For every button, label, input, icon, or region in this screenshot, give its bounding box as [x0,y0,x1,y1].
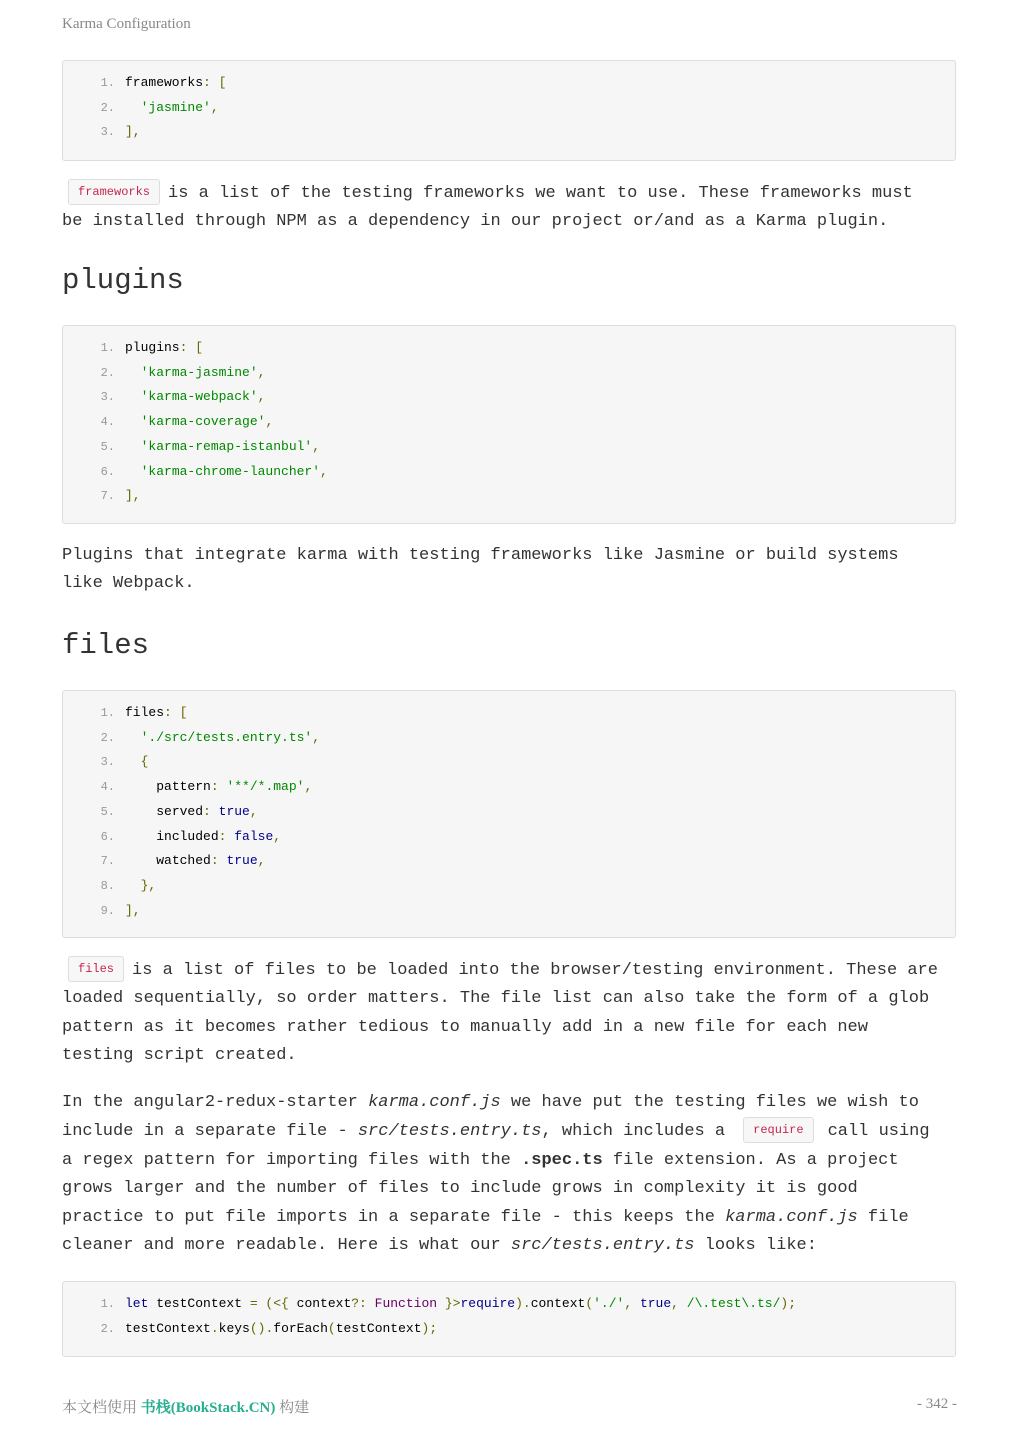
line-number: 6. [100,829,115,844]
code-token: , [312,729,321,745]
entry-text: call using [827,1122,930,1142]
code-token: . [210,1320,219,1336]
code-token: served [156,803,204,819]
code-token [125,779,156,794]
code-line [63,901,141,921]
code-token [125,439,141,454]
line-number: 7. [100,489,115,504]
line-number: 2. [100,1321,115,1336]
entry-text: file extension. As a project [602,1150,899,1170]
line-number: 7. [100,854,115,869]
code-token: '**/*.map' [226,779,305,795]
code-token: ); [421,1320,438,1336]
code-token: : [210,853,227,869]
code-token: pattern [156,779,211,795]
code-token [125,414,141,429]
code-token: ( [585,1296,594,1311]
entry-text: we have put the testing files we wish to [500,1093,919,1112]
code-line [63,486,141,506]
paragraph-frameworks-line1: is a list of the testing frameworks we want to use. These frameworks must [168,184,913,203]
line-number: 2. [100,100,115,115]
code-line [63,437,320,457]
code-line [63,777,312,797]
line-number: 9. [100,903,115,918]
paragraph-frameworks-line2: be installed through NPM as a dependency in our project or/and as a Karma plugin. [62,212,889,232]
code-token: ], [125,902,141,918]
entry-text: In the angular2-redux-starter [62,1093,369,1112]
code-line [63,122,141,142]
code-token: /\.test\.ts/ [686,1296,781,1311]
code-line [63,728,320,748]
code-token: require [460,1296,516,1311]
entry-text: include in a separate file - [62,1122,358,1142]
code-line [63,1294,796,1314]
code-token: }, [140,877,157,893]
code-token: context [530,1296,586,1311]
line-number: 1. [100,341,115,355]
code-block-plugins [62,325,956,524]
entry-text: cleaner and more readable. Here is what our [62,1236,511,1256]
paragraph-files-line1: is a list of files to be loaded into the browser/testing environment. These are [132,961,938,980]
paragraph-plugins-line2: like Webpack. [62,574,195,594]
paragraph-frameworks [62,179,962,237]
paragraph-files-line3: pattern as it becomes rather tedious to manually add in a new file for each new [62,1017,868,1037]
code-token: 'karma-coverage' [140,414,266,430]
line-number: 1. [100,706,115,720]
code-token: included [156,828,219,844]
footer-brand-link[interactable]: 书栈(BookStack.CN) [140,1400,276,1416]
code-token: = (<{ [249,1296,297,1311]
code-token: context [296,1296,352,1311]
line-number: 8. [100,878,115,893]
code-token: ). [515,1296,531,1311]
paragraph-plugins-line1: Plugins that integrate karma with testing frameworks like Jasmine or build systems [62,546,899,565]
entry-text: looks like: [694,1236,817,1256]
code-line [63,802,258,822]
code-token: true [639,1296,672,1311]
code-token: 'karma-remap-istanbul' [140,438,313,454]
code-token: : [ [164,705,188,720]
code-token: forEach [273,1320,328,1336]
code-token: ], [125,488,141,504]
code-line [63,1319,437,1339]
paragraph-files [62,956,962,1071]
code-token: , [320,463,328,479]
code-token: true [226,853,258,869]
code-token: , [671,1296,687,1311]
line-number: 5. [100,439,115,454]
code-line [63,73,226,93]
code-token: testContext [148,1296,250,1311]
code-token: ); [780,1296,797,1311]
heading-files: files [62,629,150,662]
code-line [63,827,281,847]
code-line [63,851,265,871]
code-token: ], [125,124,141,140]
code-token: , [273,828,282,844]
code-token: : [203,803,219,819]
code-token: : [210,779,227,795]
footer-text: 构建 [275,1400,310,1416]
code-token: : [ [179,340,204,355]
code-token [125,804,156,819]
line-number: 4. [100,780,115,795]
code-token: , [265,414,274,430]
line-number: 1. [100,1297,115,1311]
entry-text: file [857,1207,909,1227]
code-token: , [257,389,266,405]
code-line [63,338,203,358]
code-token [125,878,141,893]
code-token: { [140,754,149,770]
code-token: testContext [125,1320,211,1336]
code-line [63,412,273,432]
entry-text: practice to put file imports in a separate file - this keeps the [62,1207,726,1227]
code-token [125,754,141,769]
line-number: 1. [100,76,115,90]
code-token: frameworks [125,75,204,90]
line-number: 3. [100,125,115,140]
code-block-frameworks [62,60,956,161]
entry-text: , which includes a [541,1122,726,1142]
code-token: , [249,803,258,819]
code-token: files [125,705,165,720]
code-token [125,829,156,844]
entry-emphasis: karma.conf.js [725,1207,858,1227]
code-token: , [312,438,321,454]
heading-plugins: plugins [62,264,184,297]
code-block-tests-entry [62,1281,956,1357]
code-line [63,363,265,383]
entry-strong: .spec.ts [521,1150,603,1170]
code-token: (). [249,1320,274,1336]
line-number: 2. [100,365,115,380]
code-token: Function [374,1296,438,1311]
code-line [63,387,265,407]
inline-code-frameworks: frameworks [68,179,160,205]
code-token: , [624,1296,640,1311]
entry-emphasis: src/tests.entry.ts [357,1122,542,1142]
entry-emphasis: src/tests.entry.ts [510,1236,695,1256]
code-token: }> [437,1296,461,1311]
code-token [125,464,141,479]
page-number: - 342 - [917,1396,957,1412]
code-line [63,876,156,896]
paragraph-files-line2: loaded sequentially, so order matters. The file list can also take the form of a glob [62,989,930,1009]
code-token [125,853,156,868]
code-token: let [125,1296,149,1311]
page-header-title: Karma Configuration [62,16,191,32]
code-token: false [234,828,274,844]
footer-text: 本文档使用 [62,1400,141,1416]
paragraph-files-line4: testing script created. [62,1046,297,1066]
code-token: './' [593,1296,625,1311]
code-token: keys [218,1320,250,1336]
code-token: 'jasmine' [140,99,211,115]
code-token: , [257,364,266,380]
code-token: 'karma-jasmine' [140,364,258,380]
entry-emphasis: karma.conf.js [368,1093,501,1112]
line-number: 3. [100,755,115,770]
code-token: : [218,828,235,844]
code-line [63,462,328,482]
code-line [63,752,148,772]
code-token: true [218,803,250,819]
entry-text: a regex pattern for importing files with the [62,1150,522,1170]
code-token: : [ [203,75,227,90]
line-number: 2. [100,730,115,745]
code-line [63,98,219,118]
inline-code-require: require [743,1117,813,1143]
code-token: , [210,99,219,115]
code-token: ( [327,1320,336,1336]
line-number: 3. [100,390,115,405]
paragraph-plugins [62,542,962,599]
code-token: , [257,853,266,869]
line-number: 4. [100,415,115,430]
paragraph-entry [62,1089,962,1260]
code-token: 'karma-webpack' [140,389,258,405]
code-token: './src/tests.entry.ts' [140,729,313,745]
code-token: 'karma-chrome-launcher' [140,463,321,479]
line-number: 5. [100,804,115,819]
code-token [125,100,141,115]
line-number: 6. [100,464,115,479]
code-token: , [304,779,313,795]
code-line [63,703,187,723]
code-token: plugins [125,340,180,355]
code-token [125,730,141,745]
inline-code-files: files [68,956,124,982]
code-token: testContext [335,1320,422,1336]
code-token: watched [156,853,211,869]
code-block-files [62,690,956,938]
footer-credit [62,1396,309,1417]
code-token [125,365,141,380]
entry-text: grows larger and the number of files to include grows in complexity it is good [62,1179,858,1199]
code-token [125,389,141,404]
code-token: ?: [351,1296,375,1311]
